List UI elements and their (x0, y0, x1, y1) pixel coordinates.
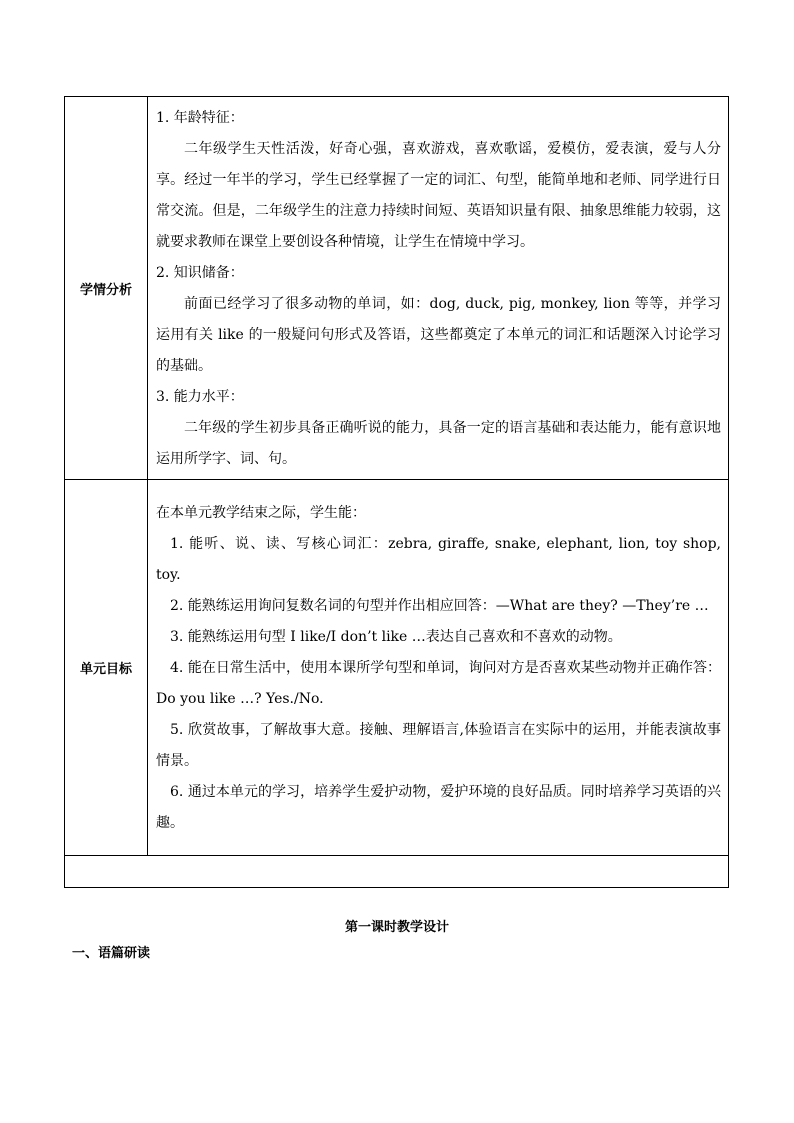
goal-item: 6. 通过本单元的学习，培养学生爱护动物，爱护环境的良好品质。同时培养学习英语的兴趣。 (156, 784, 721, 831)
lesson-title: 第一课时教学设计 (344, 920, 449, 935)
analysis-row (65, 97, 729, 480)
goal-item: 2. 能熟练运用询问复数名词的句型并作出相应回答：—What are they? —They’re … (170, 598, 709, 614)
analysis-item-text: 前面已经学习了很多动物的单词，如：dog, duck, pig, monkey, lion 等等，并学习运用有关 like 的一般疑问句形式及答语，这些都奠定了本单元的词汇和话题深入讨论学习的基础。 (156, 296, 721, 374)
goal-item: 1. 能听、说、读、写核心词汇：zebra, giraffe, snake, elephant, lion, toy shop, toy. (156, 536, 721, 583)
analysis-item-text: 二年级学生天性活泼，好奇心强，喜欢游戏，喜欢歌谣，爱模仿，爱表演，爱与人分享。经过一年半的学习，学生已经掌握了一定的词汇、句型，能简单地和老师、同学进行日常交流。但是，二年级学生的注意力持续时间短、英语知识量有限、抽象思维能力较弱，这就要求教师在课堂上要创设各种情境，让学生在情境中学习。 (156, 141, 721, 250)
analysis-item-text: 二年级的学生初步具备正确听说的能力，具备一定的语言基础和表达能力，能有意识地运用所学字、词、句。 (156, 420, 721, 467)
goals-intro: 在本单元教学结束之际，学生能： (156, 505, 366, 521)
section-heading: 一、语篇研读 (72, 946, 151, 961)
analysis-item-heading: 1. 年龄特征： (156, 110, 244, 126)
goals-content (148, 480, 729, 856)
goals-label: 单元目标 (65, 480, 148, 856)
analysis-label: 学情分析 (65, 97, 148, 480)
goal-item: 3. 能熟练运用句型 I like/I don’t like …表达自己喜欢和不喜欢的动物。 (170, 629, 622, 645)
analysis-item-heading: 3. 能力水平： (156, 389, 244, 405)
goals-row (65, 480, 729, 856)
analysis-item-heading: 2. 知识储备： (156, 265, 244, 281)
goal-item: 5. 欣赏故事，了解故事大意。接触、理解语言,体验语言在实际中的运用，并能表演故事情景。 (156, 722, 721, 769)
empty-cell (65, 856, 729, 888)
empty-row (65, 856, 729, 888)
goal-item: 4. 能在日常生活中，使用本课所学句型和单词，询问对方是否喜欢某些动物并正确作答：Do you like …? Yes./No. (156, 660, 721, 707)
analysis-content (148, 97, 729, 480)
lesson-plan-table (64, 96, 729, 888)
